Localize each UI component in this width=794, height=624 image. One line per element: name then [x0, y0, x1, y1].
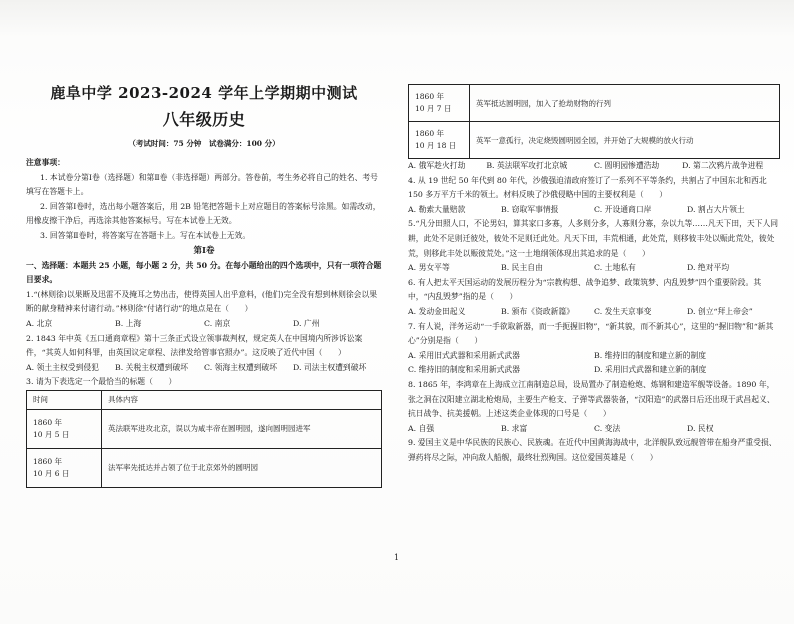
section-title: 第Ⅰ卷 — [193, 245, 215, 256]
question-8-text: 8. 1865 年，李鸿章在上海成立江南制造总局，设局置办了制造枪炮、炼钢和建造军舰等设备。1890 年，张之洞在汉阳建立湖北枪炮局，主要生产枪支、子弹等武器装备，“汉阳造”的武器日后还出现于武昌起义、抗日战争、抗美援朝。上述这类企业体现的口号是（ ） — [408, 379, 775, 419]
option-b: B. 窃取军事情报 — [501, 204, 559, 214]
notes-block — [26, 156, 382, 488]
option-a: A. 发动金田起义 — [408, 306, 466, 316]
question-9-text: 9. 爱国主义是中华民族的民族心、民族魂。在近代中国黄海海战中，北洋舰队致远舰管带在船身严重受损、弹药将尽之际，冲向敌人船舰，最终壮烈殉国。这位爱国英雄是（ ） — [408, 438, 777, 462]
table-cell-date: 1860 年 10 月 7 日 — [409, 85, 470, 122]
option-a: A. 采用旧式武器和采用新式武器 — [408, 350, 520, 360]
question-3-table-continued — [408, 84, 780, 159]
option-c: C. 发生天京事变 — [594, 306, 652, 316]
option-a: A. 勒索大量赔款 — [408, 204, 466, 214]
section-instruction: 一、选择题：本题共 25 小题，每小题 2 分，共 50 分。在每小题给出的四个选项中，只有一项符合题目要求。 — [26, 260, 382, 285]
question-5-text: 5.“凡分田照人口，不论男妇，算其家口多寡，人多则分多，人寡则分寡，杂以九等……凡天下田，天下人同耕，此处不足则迁彼处，彼处不足则迁此处。凡天下田，丰荒相通，此处荒，则移彼丰处以赈此荒处，彼处荒，则移此丰处以赈彼荒处。”这一土地纲领体现出其追求的是（ ） — [408, 219, 779, 258]
option-b: B. 求富 — [501, 423, 528, 433]
question-6-text: 6. 有人把太平天国运动的发展历程分为“宗教构想、战争追梦、政策筑梦、内乱毁梦”四个重要阶段。其中，“内乱毁梦”指的是（ ） — [408, 277, 762, 302]
table-row — [27, 409, 382, 448]
page-number: 1 — [394, 553, 400, 562]
option-c: C. 土地私有 — [594, 263, 636, 273]
notes-heading: 注意事项： — [26, 158, 65, 167]
question-7-text: 7. 有人说，洋务运动“一手欲取新器，而一手扼握旧物”，“新其貌，而不新其心”，这里的“握旧物”和“新其心”分别是指（ ） — [408, 321, 774, 346]
note-item: 1. 本试卷分第Ⅰ卷（选择题）和第Ⅱ卷（非选择题）两部分。答卷前，考生务必将自己的姓名、考号填写在答题卡上。 — [26, 172, 378, 197]
question-3-options — [408, 159, 780, 174]
option-c: C. 变法 — [594, 423, 621, 433]
option-d: D. 司法主权遭到破坏 — [293, 362, 367, 372]
exam-info: （考试时间：75 分钟 试卷满分：100 分） — [128, 139, 280, 148]
right-column — [408, 84, 780, 465]
table-cell-date: 1860 年 10 月 6 日 — [27, 448, 102, 487]
question-7-options — [408, 349, 780, 378]
option-b: B. 上海 — [115, 318, 142, 328]
option-d: D. 割占大片领土 — [687, 204, 745, 214]
question-5-options — [408, 261, 780, 276]
option-d: D. 创立“拜上帝会” — [687, 306, 753, 316]
option-d: D. 民权 — [687, 423, 714, 433]
table-cell-date: 1860 年 10 月 5 日 — [27, 409, 102, 448]
table-cell-content: 法军率先抵达并占领了位于北京郊外的圆明园 — [102, 448, 382, 487]
option-b: B. 英法联军攻打北京城 — [486, 161, 568, 170]
question-2-options — [26, 361, 382, 376]
note-item: 3. 回答第Ⅱ卷时，将答案写在答题卡上。写在本试卷上无效。 — [40, 230, 251, 240]
option-c: C. 领海主权遭到破坏 — [204, 362, 278, 372]
question-8-options — [408, 422, 780, 437]
question-1-options — [26, 317, 382, 332]
exam-title: 鹿阜中学 2023-2024 学年上学期期中测试 — [50, 84, 358, 102]
option-d: D. 采用旧式武器和建立新的制度 — [594, 365, 707, 375]
option-c: C. 圆明园惨遭浩劫 — [594, 161, 660, 170]
question-3-text: 3. 请为下表选定一个最恰当的标题（ ） — [26, 377, 177, 387]
question-3-table — [26, 390, 382, 488]
table-row — [409, 122, 780, 159]
option-a: A. 领土主权受到侵犯 — [26, 362, 99, 372]
option-d: D. 绝对平均 — [687, 263, 730, 273]
table-cell-content: 英军抵达圆明园，加入了抢劫财物的行列 — [470, 85, 780, 122]
table-cell-date: 1860 年 10 月 18 日 — [409, 122, 470, 159]
option-a: A. 北京 — [26, 318, 53, 328]
option-a: A. 自强 — [408, 423, 435, 433]
option-c: C. 南京 — [204, 318, 231, 328]
table-header-cell: 时间 — [27, 390, 102, 409]
table-header-row — [27, 390, 382, 409]
option-a: A. 男女平等 — [408, 263, 450, 273]
option-b: B. 维持旧的制度和建立新的制度 — [594, 350, 707, 360]
table-row — [27, 448, 382, 487]
exam-subtitle: 八年级历史 — [162, 110, 246, 129]
table-cell-content: 英军一意孤行，决定烧毁圆明园全园，并开始了大规模的放火行动 — [470, 122, 780, 159]
option-c: C. 开设通商口岸 — [594, 204, 652, 214]
question-4-options — [408, 203, 780, 218]
note-item: 2. 回答第Ⅰ卷时，选出每小题答案后，用 2B 铅笔把答题卡上对应题目的答案标号涂黑。如需改动，用橡皮擦干净后，再选涂其他答案标号。写在本试卷上无效。 — [26, 201, 381, 226]
option-a: A. 俄军趁火打劫 — [408, 161, 466, 170]
table-header-cell: 具体内容 — [102, 390, 382, 409]
question-6-options — [408, 305, 780, 320]
option-b: B. 民主自由 — [501, 263, 543, 273]
question-1-text: 1.“(林则徐)以果断及迅雷不及掩耳之势出击，使得英国人出乎意料，(他们)完全没有想到林则徐会以果断的献身精神来付诸行动。”林则徐“付诸行动”的地点是在（ ） — [26, 289, 378, 314]
question-4-text: 4. 从 19 世纪 50 年代到 80 年代，沙俄强迫清政府签订了一系列不平等条约，共割占了中国东北和西北 150 多万平方千米的领土。材料反映了沙俄侵略中国的主要权利是（ ） — [408, 175, 767, 200]
table-cell-content: 英法联军进攻北京，误以为咸丰帝在圆明园，遂向圆明园进军 — [102, 409, 382, 448]
option-c: C. 维持旧的制度和采用新式武器 — [408, 365, 521, 375]
option-b: B. 颁布《资政新篇》 — [501, 306, 575, 316]
option-d: D. 第二次鸦片战争进程 — [682, 161, 764, 170]
question-2-text: 2. 1843 年中英《五口通商章程》第十三条正式设立领事裁判权，规定英人在中国境内所涉诉讼案件，“其英人如何科罪，由英国议定章程、法律发给管事官照办”。这反映了近代中国（ ） — [26, 333, 363, 358]
table-row — [409, 85, 780, 122]
option-b: B. 关税主权遭到破坏 — [115, 362, 189, 372]
option-d: D. 广州 — [293, 318, 320, 328]
